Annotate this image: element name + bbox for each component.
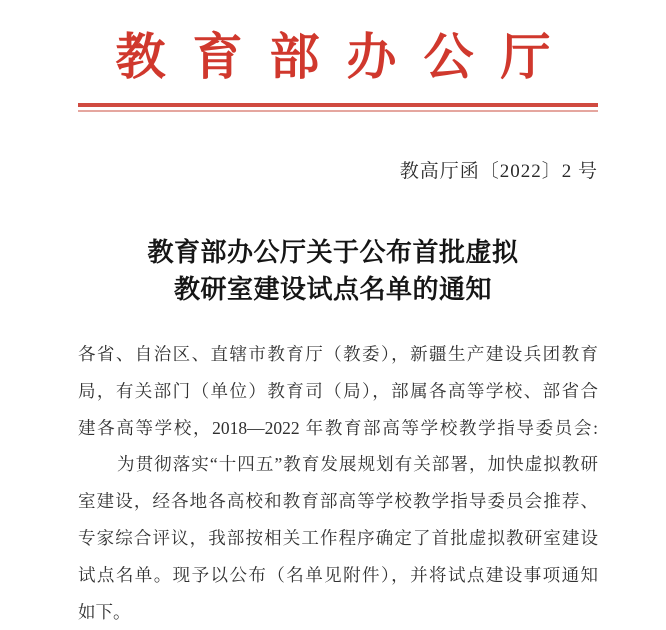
body-line: 局，有关部门（单位）教育司（局），部属各高等学校、部省合 bbox=[78, 380, 598, 401]
masthead-title: 教育部办公厅 bbox=[115, 29, 578, 85]
body-line: 专家综合评议，我部按相关工作程序确定了首批虚拟教研室建设 bbox=[78, 527, 598, 548]
body-line: 建各高等学校，2018—2022 年教育部高等学校教学指导委员会: bbox=[78, 417, 598, 438]
body-line: 如下。 bbox=[78, 601, 131, 622]
document-title-line-1: 教育部办公厅关于公布首批虚拟 bbox=[147, 238, 519, 267]
header-rule-thick-line bbox=[78, 103, 598, 107]
body-line: 试点名单。现予以公布（名单见附件），并将试点建设事项通知 bbox=[78, 564, 598, 585]
body-line: 各省、自治区、直辖市教育厅（教委），新疆生产建设兵团教育 bbox=[78, 344, 598, 364]
header-rule bbox=[78, 103, 598, 112]
document-title bbox=[0, 234, 666, 308]
document-body bbox=[78, 336, 598, 630]
header-rule-thin-line bbox=[78, 110, 598, 112]
document-title-line-2: 教研室建设试点名单的通知 bbox=[173, 275, 492, 304]
document-number: 教高厅函〔2022〕2 号 bbox=[399, 161, 598, 182]
body-line: 室建设，经各地各高校和教育部高等学校教学指导委员会推荐、 bbox=[78, 491, 598, 512]
body-line: 为贯彻落实“十四五”教育发展规划有关部署，加快虚拟教研 bbox=[117, 454, 598, 475]
